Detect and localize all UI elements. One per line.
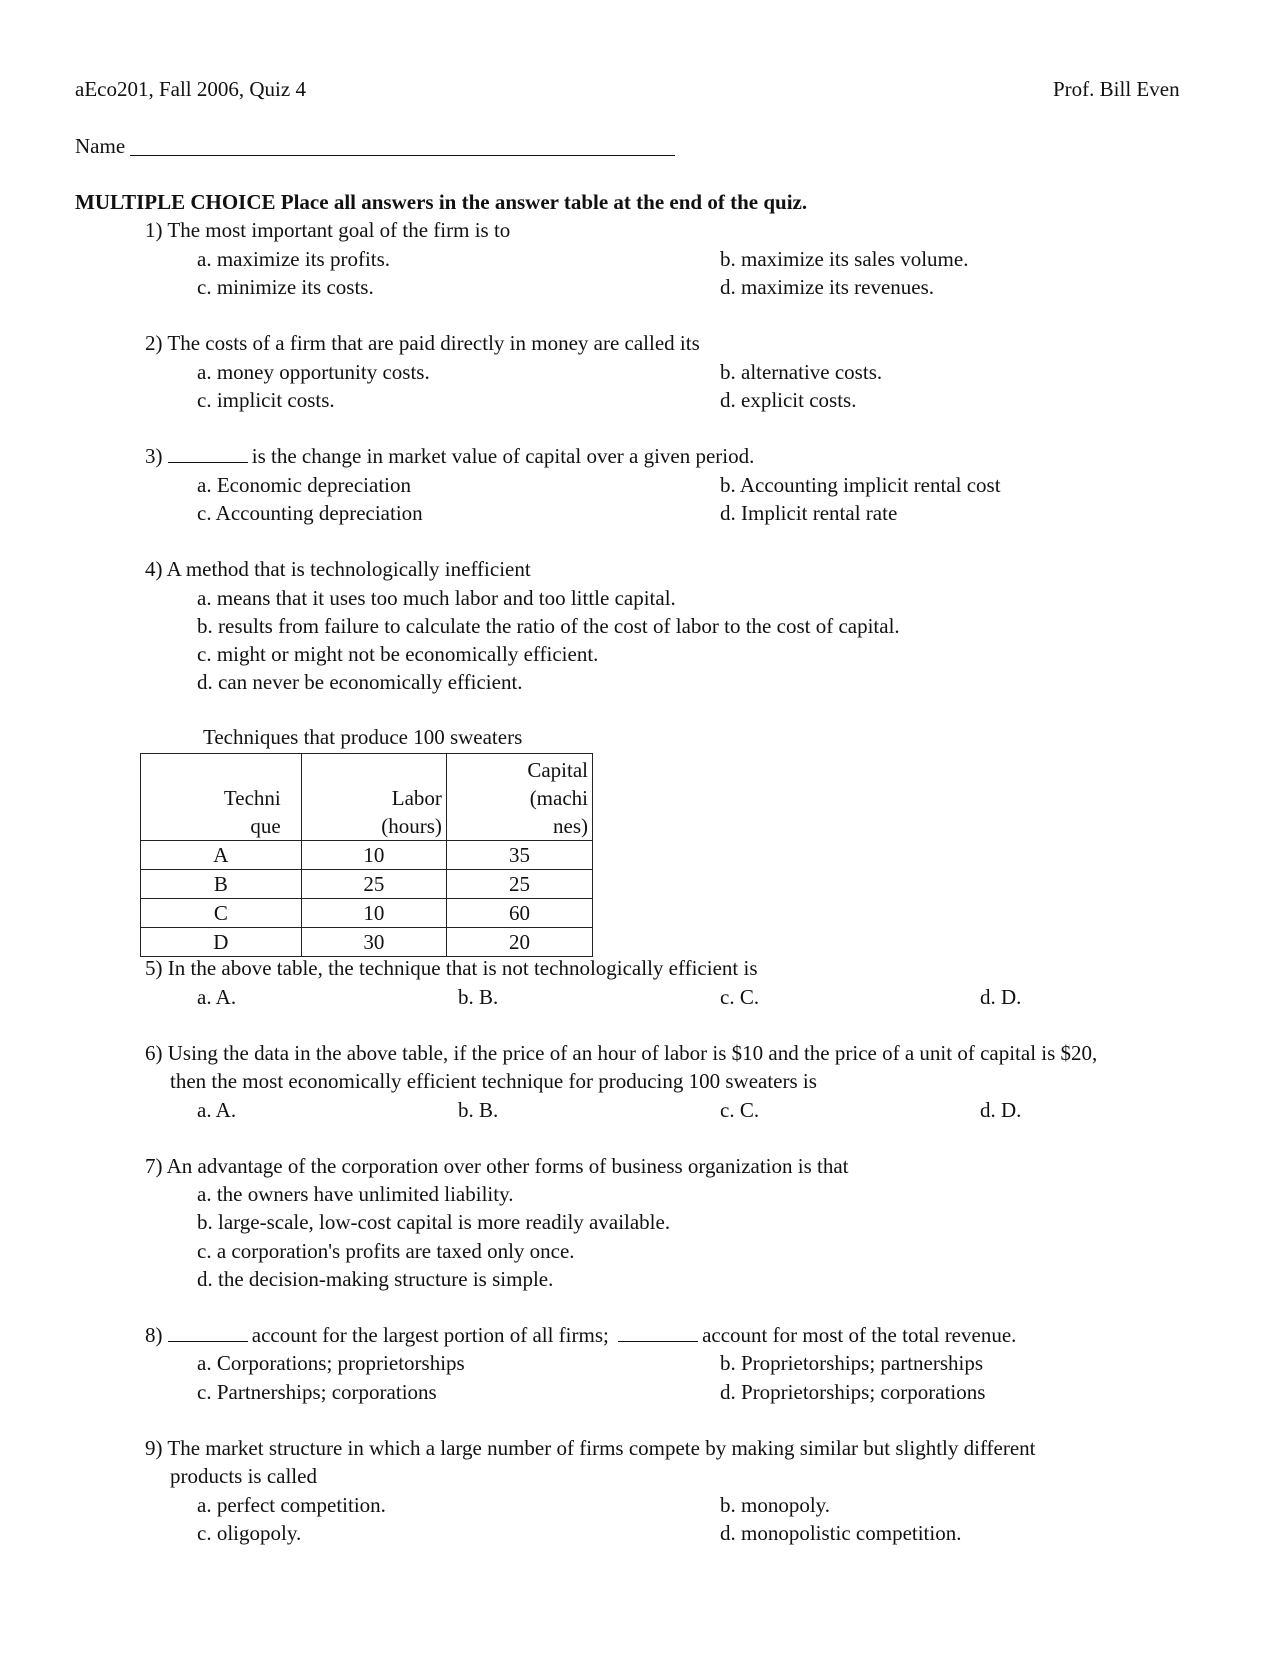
question-4-option-b: b. results from failure to calculate the ratio of the cost of labor to the cost of capital. bbox=[197, 614, 900, 638]
cell-capital: 25 bbox=[446, 870, 592, 899]
question-6-stem-line-1: 6) Using the data in the above table, if the price of an hour of labor is $10 and the price of a unit of capital is $20, bbox=[145, 1041, 1098, 1065]
professor-name: Prof. Bill Even bbox=[1053, 77, 1180, 101]
question-8-option-a: a. Corporations; proprietorships bbox=[197, 1351, 465, 1375]
question-2-option-a: a. money opportunity costs. bbox=[197, 360, 430, 384]
question-9-stem-line-1: 9) The market structure in which a large number of firms compete by making similar but slightly different bbox=[145, 1436, 1036, 1460]
question-7-option-b: b. large-scale, low-cost capital is more readily available. bbox=[197, 1210, 671, 1234]
question-9-stem-line-2: products is called bbox=[170, 1464, 317, 1488]
table-row bbox=[141, 928, 593, 957]
instructions-text: Place all answers in the answer table at the end of the quiz. bbox=[280, 190, 808, 214]
header-technique: Techni que bbox=[141, 754, 302, 841]
question-8-number: 8) bbox=[145, 1323, 163, 1347]
question-9-option-b: b. monopoly. bbox=[720, 1493, 831, 1517]
question-5-option-a: a. A. bbox=[197, 985, 237, 1009]
question-9-option-c: c. oligopoly. bbox=[197, 1521, 302, 1545]
question-5-option-c: c. C. bbox=[720, 985, 760, 1009]
techniques-table bbox=[140, 753, 593, 957]
name-field[interactable] bbox=[130, 155, 675, 156]
question-2-option-c: c. implicit costs. bbox=[197, 388, 335, 412]
question-9-option-a: a. perfect competition. bbox=[197, 1493, 386, 1517]
question-6-option-a: a. A. bbox=[197, 1098, 237, 1122]
question-4-option-c: c. might or might not be economically efficient. bbox=[197, 642, 599, 666]
question-8-option-c: c. Partnerships; corporations bbox=[197, 1380, 437, 1404]
question-9-option-d: d. monopolistic competition. bbox=[720, 1521, 962, 1545]
question-5-stem: 5) In the above table, the technique that is not technologically efficient is bbox=[145, 956, 758, 980]
question-8-option-d: d. Proprietorships; corporations bbox=[720, 1380, 986, 1404]
cell-labor: 25 bbox=[301, 870, 446, 899]
question-3-option-d: d. Implicit rental rate bbox=[720, 501, 898, 525]
question-3-option-a: a. Economic depreciation bbox=[197, 473, 411, 497]
question-3-number: 3) bbox=[145, 444, 163, 468]
instructions bbox=[75, 190, 807, 215]
table-row bbox=[141, 899, 593, 928]
question-2-option-b: b. alternative costs. bbox=[720, 360, 883, 384]
question-8-stem bbox=[145, 1323, 1016, 1348]
cell-technique: C bbox=[141, 899, 302, 928]
question-2-stem: 2) The costs of a firm that are paid directly in money are called its bbox=[145, 331, 700, 355]
question-5-option-d: d. D. bbox=[980, 985, 1022, 1009]
question-4-option-a: a. means that it uses too much labor and too little capital. bbox=[197, 586, 676, 610]
cell-labor: 10 bbox=[301, 899, 446, 928]
question-7-option-c: c. a corporation's profits are taxed only once. bbox=[197, 1239, 575, 1263]
question-5-option-b: b. B. bbox=[458, 985, 499, 1009]
question-7-option-d: d. the decision-making structure is simple. bbox=[197, 1267, 554, 1291]
question-6-stem-line-2: then the most economically efficient technique for producing 100 sweaters is bbox=[170, 1069, 817, 1093]
question-4-option-d: d. can never be economically efficient. bbox=[197, 670, 523, 694]
question-3-option-c: c. Accounting depreciation bbox=[197, 501, 423, 525]
cell-capital: 20 bbox=[446, 928, 592, 957]
instructions-lead: MULTIPLE CHOICE bbox=[75, 190, 276, 214]
cell-technique: A bbox=[141, 841, 302, 870]
question-3-stem bbox=[145, 444, 754, 469]
name-label: Name bbox=[75, 134, 126, 158]
question-1-option-c: c. minimize its costs. bbox=[197, 275, 374, 299]
header-labor: Labor (hours) bbox=[301, 754, 446, 841]
course-title: aEco201, Fall 2006, Quiz 4 bbox=[75, 77, 306, 101]
question-6-option-c: c. C. bbox=[720, 1098, 760, 1122]
cell-labor: 10 bbox=[301, 841, 446, 870]
question-1-option-a: a. maximize its profits. bbox=[197, 247, 391, 271]
cell-capital: 35 bbox=[446, 841, 592, 870]
header-capital: Capital (machi nes) bbox=[446, 754, 592, 841]
question-7-stem: 7) An advantage of the corporation over other forms of business organization is that bbox=[145, 1154, 849, 1178]
answer-blank bbox=[168, 1340, 248, 1342]
answer-blank bbox=[618, 1340, 698, 1342]
question-7-option-a: a. the owners have unlimited liability. bbox=[197, 1182, 514, 1206]
question-8-text-end: account for most of the total revenue. bbox=[702, 1323, 1017, 1347]
table-caption: Techniques that produce 100 sweaters bbox=[203, 725, 523, 749]
question-8-text-middle: account for the largest portion of all firms; bbox=[251, 1323, 609, 1347]
table-row bbox=[141, 870, 593, 899]
question-2-option-d: d. explicit costs. bbox=[720, 388, 857, 412]
question-8-option-b: b. Proprietorships; partnerships bbox=[720, 1351, 984, 1375]
question-4-stem: 4) A method that is technologically inefficient bbox=[145, 557, 531, 581]
question-3-option-b: b. Accounting implicit rental cost bbox=[720, 473, 1001, 497]
cell-technique: B bbox=[141, 870, 302, 899]
question-1-option-b: b. maximize its sales volume. bbox=[720, 247, 969, 271]
cell-labor: 30 bbox=[301, 928, 446, 957]
question-6-option-d: d. D. bbox=[980, 1098, 1022, 1122]
question-1-option-d: d. maximize its revenues. bbox=[720, 275, 935, 299]
table-row bbox=[141, 841, 593, 870]
question-6-option-b: b. B. bbox=[458, 1098, 499, 1122]
question-3-text: is the change in market value of capital over a given period. bbox=[251, 444, 755, 468]
cell-technique: D bbox=[141, 928, 302, 957]
question-1-stem: 1) The most important goal of the firm is to bbox=[145, 218, 511, 242]
cell-capital: 60 bbox=[446, 899, 592, 928]
answer-blank bbox=[168, 461, 248, 463]
table-header-row bbox=[141, 754, 593, 841]
